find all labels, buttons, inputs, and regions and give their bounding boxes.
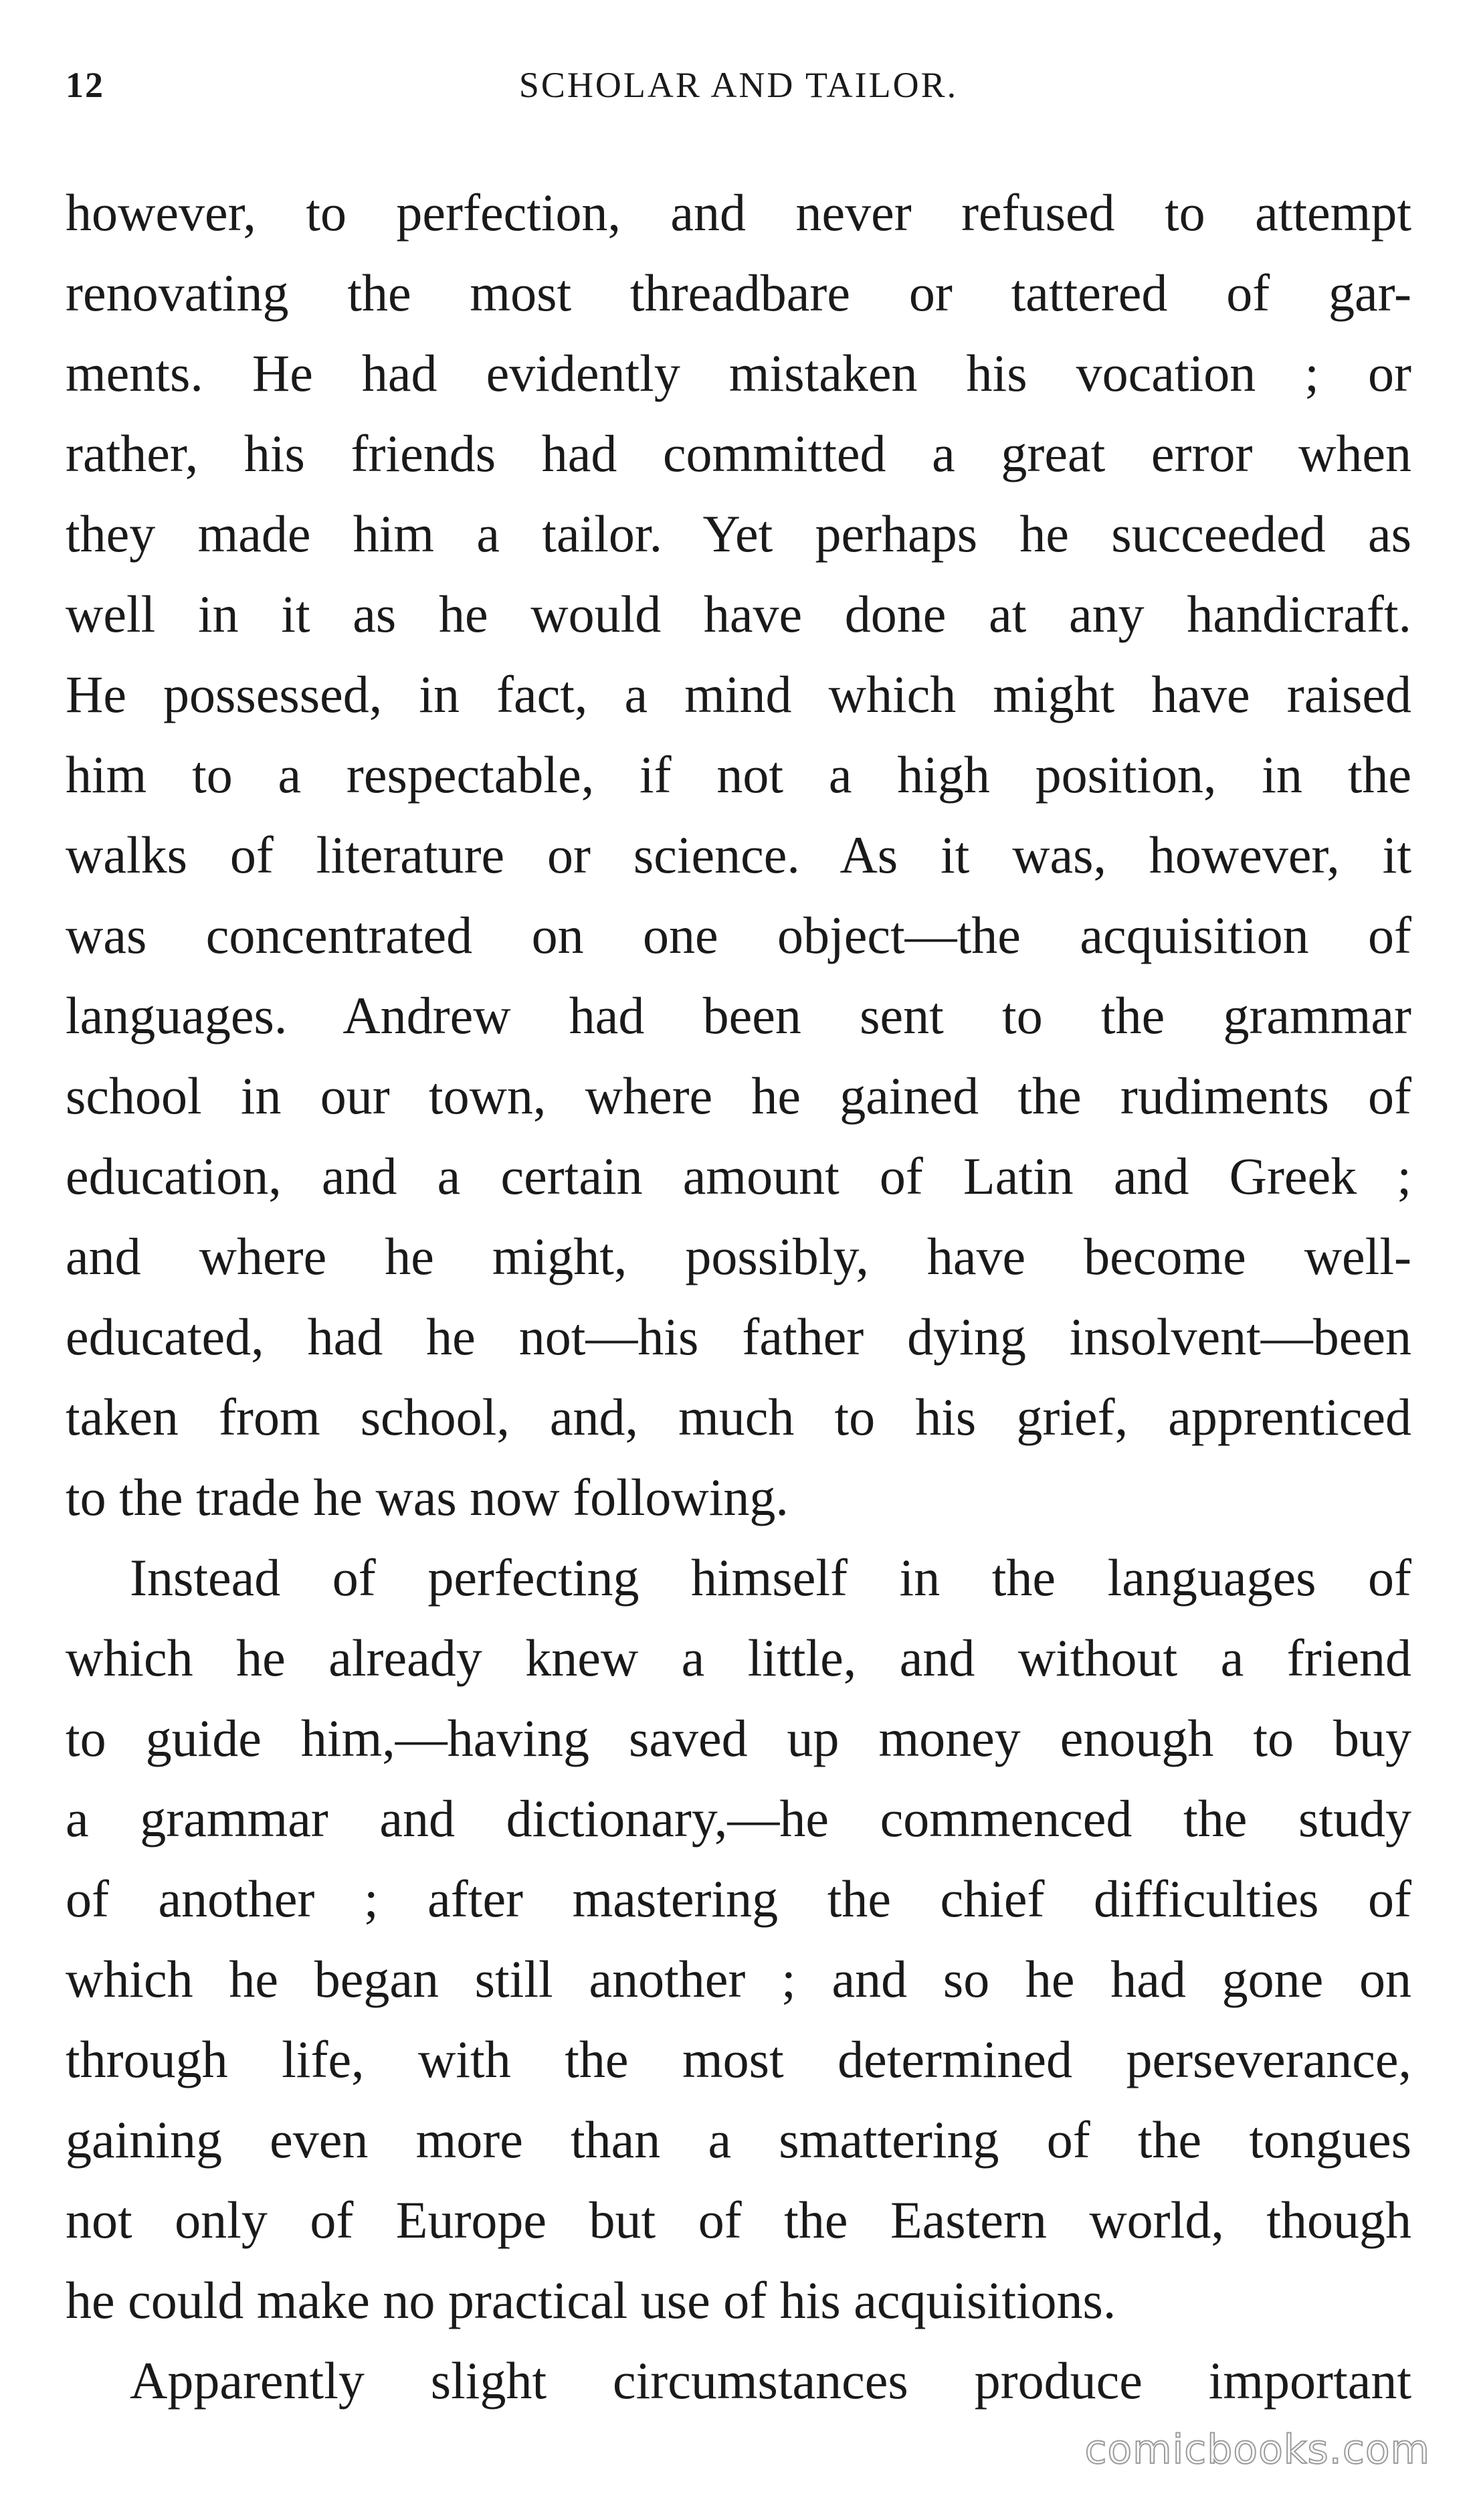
text-line: they made him a tailor. Yet perhaps he succeeded as (66, 505, 1411, 563)
text-line: walks of literature or science. As it was, however, it (66, 826, 1411, 884)
watermark: comicbooks.com (1084, 2426, 1430, 2473)
text-line: rather, his friends had committed a great error when (66, 424, 1411, 482)
text-line: to the trade he was now following. (66, 1468, 789, 1526)
paragraph (66, 1538, 1411, 2341)
text-line: Instead of perfecting himself in the languages of (130, 1548, 1411, 1607)
paragraph (66, 173, 1411, 1538)
text-line: and where he might, possibly, have become well- (66, 1227, 1411, 1285)
text-line: taken from school, and, much to his grief, apprenticed (66, 1388, 1411, 1446)
text-line: was concentrated on one object—the acquisition of (66, 906, 1411, 964)
text-line: education, and a certain amount of Latin and Greek ; (66, 1147, 1411, 1205)
text-line: which he already knew a little, and without a friend (66, 1629, 1411, 1687)
text-line: gaining even more than a smattering of the tongues (66, 2110, 1411, 2169)
text-line: he could make no practical use of his acquisitions. (66, 2271, 1116, 2329)
text-line: Apparently slight circumstances produce important (130, 2351, 1411, 2410)
text-line: ments. He had evidently mistaken his vocation ; or (66, 344, 1411, 402)
text-line: him to a respectable, if not a high position, in the (66, 745, 1411, 804)
paragraph (66, 2341, 1411, 2421)
text-line: He possessed, in fact, a mind which might have raised (66, 665, 1411, 723)
body-text (66, 173, 1411, 2421)
text-line: not only of Europe but of the Eastern world, though (66, 2191, 1411, 2249)
text-line: well in it as he would have done at any handicraft. (66, 585, 1411, 643)
text-line: languages. Andrew had been sent to the grammar (66, 986, 1411, 1045)
running-head (66, 62, 1411, 108)
text-line: renovating the most threadbare or tattered of gar- (66, 264, 1411, 322)
text-line: to guide him,—having saved up money enough to buy (66, 1709, 1411, 1767)
text-line: school in our town, where he gained the rudiments of (66, 1067, 1411, 1125)
text-line: a grammar and dictionary,—he commenced the study (66, 1789, 1411, 1848)
page-number: 12 (66, 65, 104, 105)
text-line: educated, had he not—his father dying insolvent—been (66, 1308, 1411, 1366)
text-line: which he began still another ; and so he had gone on (66, 1950, 1411, 2008)
text-line: however, to perfection, and never refused to attempt (66, 183, 1411, 242)
running-title: SCHOLAR AND TAILOR. (518, 65, 959, 105)
text-line: through life, with the most determined perseverance, (66, 2030, 1411, 2088)
text-line: of another ; after mastering the chief difficulties of (66, 1870, 1411, 1928)
